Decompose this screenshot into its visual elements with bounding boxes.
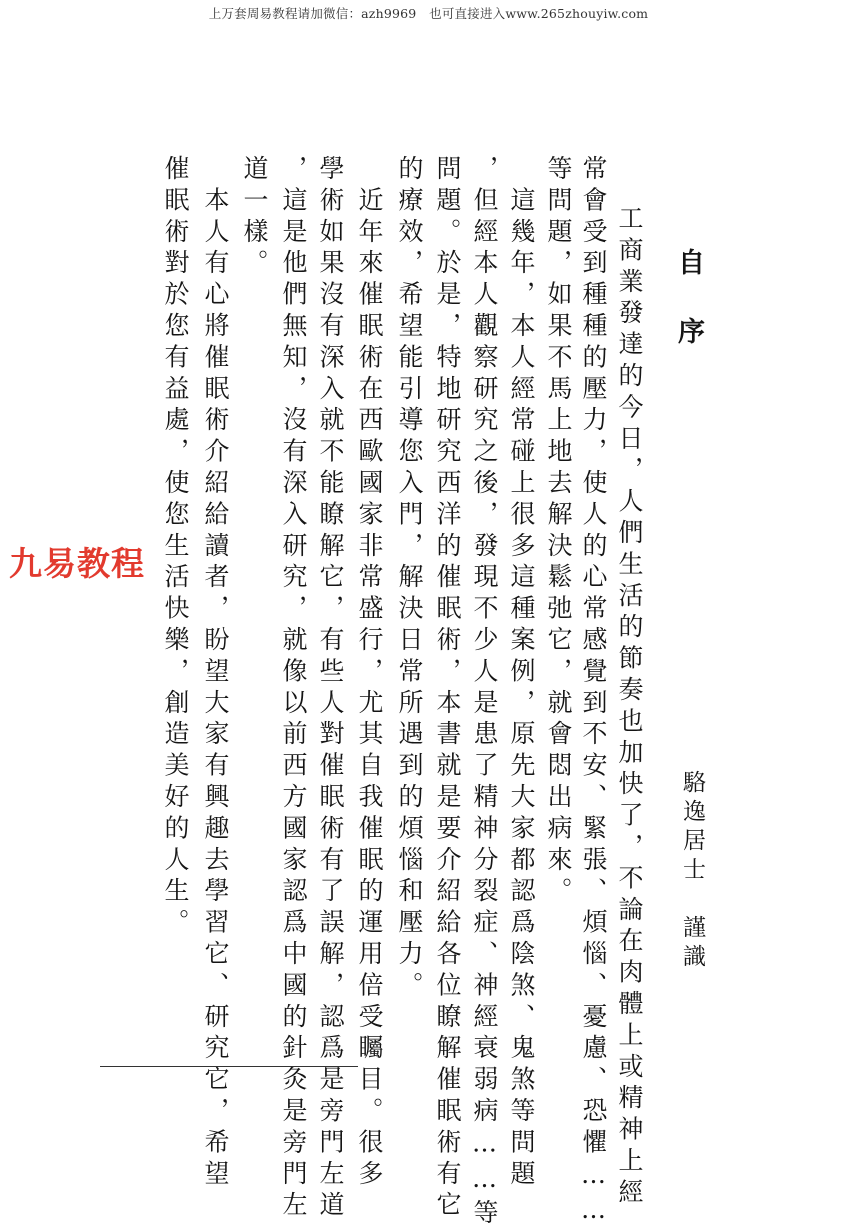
text-column: 學術如果沒有深入就不能瞭解它，有些人對催眠術有了誤解，認爲是旁門左道 <box>316 155 345 1223</box>
text-column: 的療效，希望能引導您入門，解決日常所遇到的煩惱和壓力。 <box>395 155 424 1003</box>
footnote-divider <box>100 1066 358 1067</box>
watermark-logo-text: 九易教程 <box>9 544 145 583</box>
text-column: 道一樣。 <box>240 155 269 281</box>
text-column: 本人有心將催眠術介紹給讀者，盼望大家有興趣去學習它、研究它，希望 <box>201 155 230 1192</box>
text-column: 問題。於是，特地研究西洋的催眠術，本書就是要介紹給各位瞭解催眠術有它 <box>433 155 462 1223</box>
text-column: 工商業發達的今日，人們生活的節奏也加快了，不論在肉體上或精神上經 <box>615 205 644 1210</box>
author-signature: 駱逸居士 謹識 <box>679 770 705 973</box>
text-column: 等問題，如果不馬上地去解決鬆弛它，就會悶出病來。 <box>544 155 573 909</box>
text-column: ，這是他們無知，沒有深入研究，就像以前西方國家認爲中國的針灸是旁門左 <box>279 155 308 1223</box>
text-column: 常會受到種種的壓力，使人的心常感覺到不安、緊張、煩惱、憂慮、恐懼…… <box>579 155 608 1231</box>
text-column: ，但經本人觀察研究之後，發現不少人是患了精神分裂症、神經衰弱病……等 <box>470 155 499 1231</box>
text-column: 催眠術對於您有益處，使您生活快樂，創造美好的人生。 <box>161 155 190 940</box>
text-column: 這幾年，本人經常碰上很多這種案例，原先大家都認爲陰煞、鬼煞等問題 <box>507 155 536 1192</box>
text-column: 近年來催眠術在西歐國家非常盛行，尤其自我催眠的運用倍受矚目。很多 <box>355 155 384 1192</box>
page-title: 自序 <box>673 248 704 386</box>
header-banner-text: 上万套周易教程请加微信：azh9969 也可直接进入www.265zhouyiw.com <box>208 6 649 21</box>
